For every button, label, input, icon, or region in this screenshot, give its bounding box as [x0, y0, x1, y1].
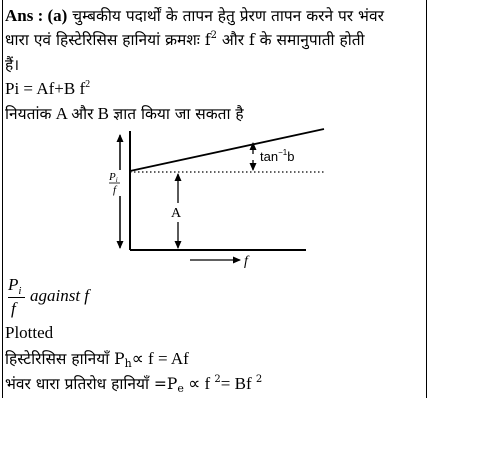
hysteresis-loss-line — [5, 347, 189, 370]
constant-b-symbol: B — [93, 104, 114, 123]
eddy-loss-line — [5, 372, 262, 395]
answer-line-1-text: चुम्बकीय पदार्थों के तापन हेतु प्रेरण तापन करने पर भंवर — [67, 7, 384, 25]
plot-caption-numerator: $P_i$ — [8, 275, 22, 297]
slope-label: $\tan^{-1}b$ — [260, 148, 295, 164]
power-equation-text: Pi = Af+B f — [5, 79, 86, 98]
eddy-sub: e — [177, 382, 184, 395]
answer-line-3: हैं। — [5, 56, 20, 74]
answer-line-2-text-b: और f के समानुपाती होती — [216, 31, 365, 49]
plot-caption — [6, 275, 126, 325]
eddy-expr-a: ∝ f — [183, 374, 215, 393]
plot-caption-text: against f — [30, 286, 90, 305]
hysteresis-label: हिस्टेरिसिस हानियाँ P — [5, 350, 125, 368]
hysteresis-expr: ∝ f = Af — [131, 349, 189, 368]
answer-prefix: Ans : (a) — [5, 6, 68, 25]
eddy-sup-1: 2 — [214, 374, 221, 385]
plotted-text: Plotted — [5, 323, 54, 342]
constant-a-symbol: A — [51, 104, 72, 123]
constants-text-a: नियतांक — [5, 105, 52, 123]
hysteresis-sub: h — [124, 357, 132, 370]
constants-text-e: ज्ञात किया जा सकता है — [113, 105, 244, 123]
x-axis-label: f — [244, 254, 248, 269]
power-equation-sup: 2 — [85, 79, 91, 90]
answer-line-2-sup: 2 — [210, 30, 217, 41]
plot-caption-denominator: f — [11, 299, 16, 318]
eddy-expr-b: = Bf — [220, 374, 256, 393]
characteristic-line — [130, 129, 324, 171]
constants-text-c: और — [71, 105, 94, 123]
y-label-denominator: f — [113, 184, 117, 196]
y-label-numerator: Pi — [109, 171, 118, 184]
plot-caption-fraction-bar — [8, 297, 25, 298]
eddy-label: भंवर धारा प्रतिरोध हानियाँ =P — [5, 375, 178, 393]
answer-line-2-text-a: धारा एवं हिस्टेरिसिस हानियां क्रमशः f — [5, 31, 211, 49]
intercept-label: A — [171, 206, 182, 221]
eddy-sup-2: 2 — [255, 374, 263, 385]
